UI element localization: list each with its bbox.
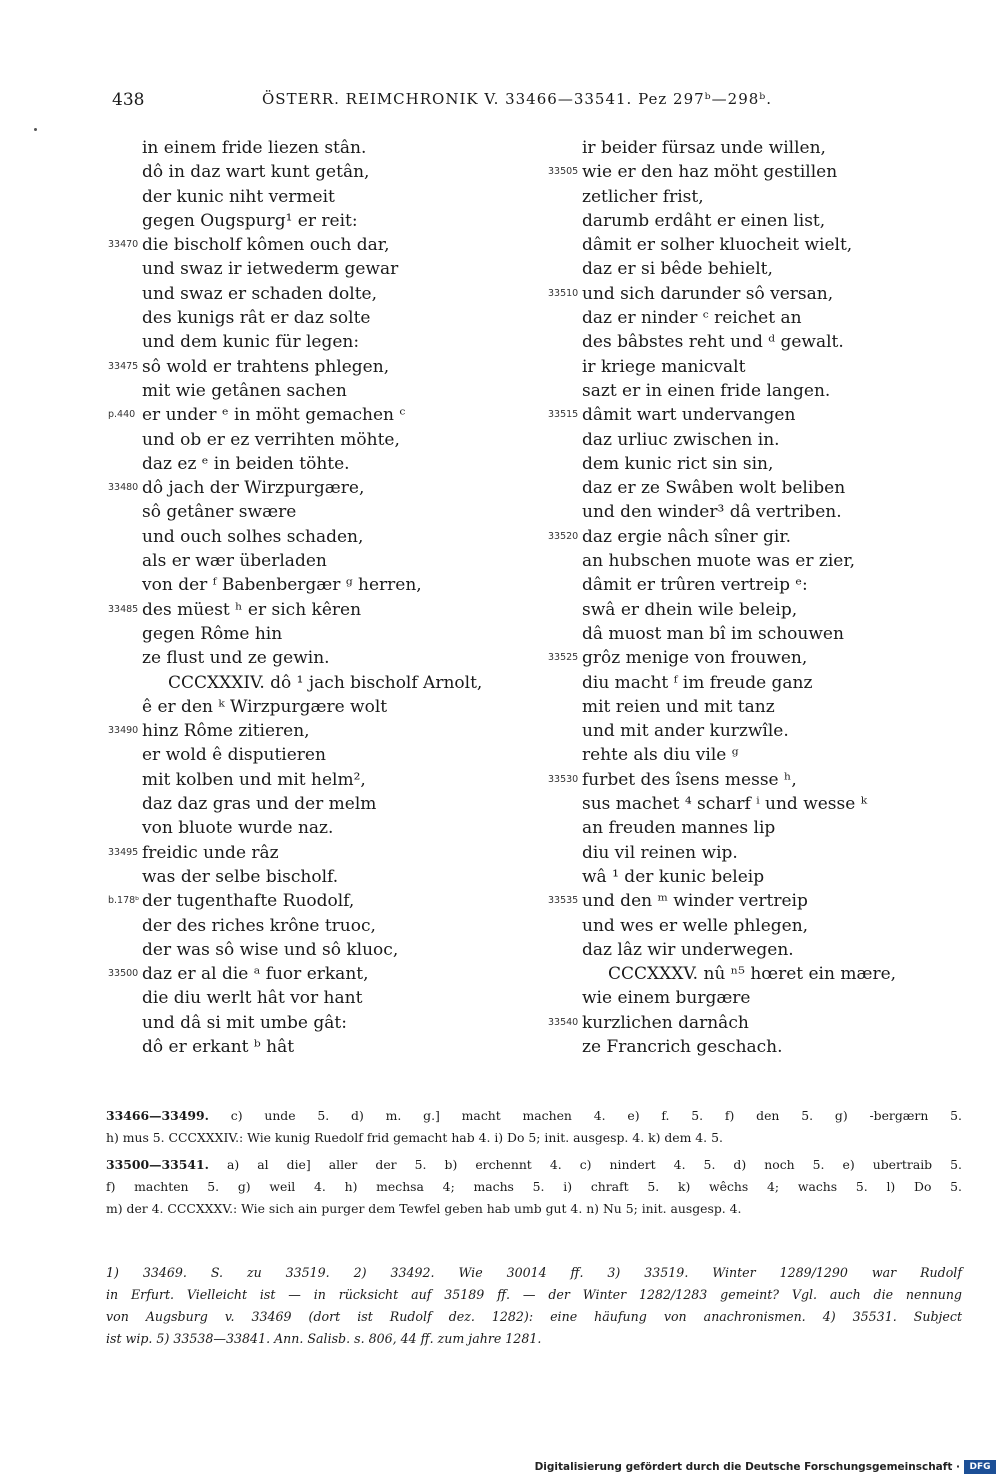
line-number: 33515 — [548, 409, 579, 421]
verse-text: wie einem burgære — [582, 988, 751, 1009]
verse-text: dô jach der Wirzpurgære, — [142, 478, 365, 499]
verse-text: gegen Ougspurg¹ er reit: — [142, 210, 358, 231]
line-number: 33505 — [548, 166, 579, 178]
verse-line — [108, 768, 528, 792]
verse-text: mit reien und mit tanz — [582, 696, 775, 717]
verse-text: swâ er dhein wile beleip, — [582, 599, 798, 620]
verse-text: was der selbe bischolf. — [142, 866, 339, 887]
verse-line — [108, 306, 528, 330]
verse-text: furbet des îsens messe ʰ, — [582, 769, 797, 790]
verse-text: und swaz ir ietwederm gewar — [142, 259, 399, 280]
verse-line — [108, 428, 528, 452]
verse-text: zetlicher frist, — [582, 186, 704, 207]
verse-text: die diu werlt hât vor hant — [142, 988, 363, 1009]
verse-text: und ob er ez verrihten möhte, — [142, 429, 400, 450]
verse-text: des kunigs rât er daz solte — [142, 308, 371, 329]
verse-line — [108, 160, 528, 184]
verse-line — [548, 379, 948, 403]
verse-line — [548, 719, 948, 743]
verse-text: sus machet ⁴ scharf ⁱ und wesse ᵏ — [582, 794, 867, 815]
verse-line — [548, 428, 948, 452]
verse-line — [108, 573, 528, 597]
footnote-line: ist wip. 5) 33538—33841. Ann. Salisb. s. 806, 44 ff. zum jahre 1281. — [106, 1331, 542, 1346]
verse-line — [548, 622, 948, 646]
verse-line — [108, 525, 528, 549]
apparatus-line: h) mus 5. CCCXXXIV.: Wie kunig Ruedolf frid gemacht hab 4. i) Do 5; init. ausgesp. 4. k) dem 4. 5. — [106, 1130, 723, 1145]
verse-line — [548, 962, 948, 986]
verse-line — [548, 403, 948, 427]
verse-text: daz er ninder ᶜ reichet an — [582, 308, 802, 329]
credit-text: Digitalisierung gefördert durch die Deutsche Forschungsgemeinschaft · — [534, 1461, 960, 1473]
verse-line — [108, 671, 528, 695]
verse-text: von der ᶠ Babenbergær ᵍ herren, — [142, 575, 422, 596]
verse-text: daz ergie nâch sîner gir. — [582, 526, 791, 547]
verse-line — [548, 1011, 948, 1035]
verse-line — [548, 598, 948, 622]
page-number: 438 — [112, 90, 145, 110]
verse-text: daz er si bêde behielt, — [582, 259, 773, 280]
verse-text: wâ ¹ der kunic beleip — [582, 866, 765, 887]
verse-text: die bischolf kômen ouch dar, — [142, 235, 390, 256]
apparatus-line: f) machten 5. g) weil 4. h) mechsa 4; machs 5. i) chraft 5. k) wêchs 4; wachs 5. l) Do 5. — [106, 1179, 962, 1194]
verse-text: als er wær überladen — [142, 551, 327, 572]
verse-text: darumb erdâht er einen list, — [582, 210, 826, 231]
verse-line — [108, 646, 528, 670]
apparatus-line: c) unde 5. d) m. g.] macht machen 4. e) f. 5. f) den 5. g) -bergærn 5. — [230, 1108, 962, 1123]
line-number: 33500 — [108, 968, 139, 980]
apparatus-line: a) al die] aller der 5. b) erchennt 4. c) nindert 4. 5. d) noch 5. e) ubertraib 5. — [226, 1157, 962, 1172]
verse-column-right — [548, 136, 948, 1059]
verse-text: und wes er welle phlegen, — [582, 915, 809, 936]
footnote-line: 1) 33469. S. zu 33519. 2) 33492. Wie 30014 ff. 3) 33519. Winter 1289/1290 war Rudolf — [106, 1265, 962, 1280]
verse-text: daz er ze Swâben wolt beliben — [582, 478, 846, 499]
verse-line — [548, 646, 948, 670]
verse-line — [548, 209, 948, 233]
verse-line — [108, 355, 528, 379]
verse-line — [548, 1035, 948, 1059]
verse-line — [108, 598, 528, 622]
verse-line — [548, 695, 948, 719]
verse-text: und swaz er schaden dolte, — [142, 283, 378, 304]
verse-text: dâmit er solher kluocheit wielt, — [582, 235, 853, 256]
verse-text: daz er al die ᵃ fuor erkant, — [142, 964, 369, 985]
verse-line — [548, 257, 948, 281]
verse-line — [548, 355, 948, 379]
line-number: p.440 — [108, 409, 136, 421]
verse-text: und mit ander kurzwîle. — [582, 721, 789, 742]
verse-line — [108, 1011, 528, 1035]
verse-line — [108, 695, 528, 719]
verse-text: sazt er in einen fride langen. — [582, 380, 831, 401]
verse-line — [548, 573, 948, 597]
verse-text: an freuden mannes lip — [582, 818, 776, 839]
verse-text: und den ᵐ winder vertreip — [582, 891, 808, 912]
line-number: 33525 — [548, 652, 579, 664]
verse-text: mit wie getânen sachen — [142, 380, 347, 401]
verse-line — [108, 986, 528, 1010]
verse-text: ir kriege manicvalt — [582, 356, 746, 377]
line-number: 33480 — [108, 482, 139, 494]
verse-text: daz urliuc zwischen in. — [582, 429, 780, 450]
verse-text: daz lâz wir underwegen. — [582, 939, 794, 960]
verse-line — [108, 330, 528, 354]
verse-text: der tugenthafte Ruodolf, — [142, 891, 355, 912]
verse-line — [548, 938, 948, 962]
footnote-line: in Erfurt. Vielleicht ist — in rücksicht auf 35189 ff. — der Winter 1282/1283 gemeint? Vgl. auch die nennung — [106, 1287, 962, 1302]
verse-line — [108, 889, 528, 913]
verse-text: hinz Rôme zitieren, — [142, 721, 310, 742]
verse-line — [108, 719, 528, 743]
line-number: 33530 — [548, 773, 579, 785]
line-number: b.178ᵇ — [108, 895, 140, 907]
verse-line — [108, 185, 528, 209]
verse-line — [108, 841, 528, 865]
verse-line — [548, 330, 948, 354]
apparatus-line: m) der 4. CCCXXXV.: Wie sich ain purger dem Tewfel geben hab umb gut 4. n) Nu 5; init. ausgesp. 4. — [106, 1201, 742, 1216]
verse-text: ze flust und ze gewin. — [142, 648, 330, 669]
verse-text: der kunic niht vermeit — [142, 186, 335, 207]
verse-line — [108, 816, 528, 840]
verse-text: der des riches krône truoc, — [142, 915, 376, 936]
verse-line — [108, 792, 528, 816]
verse-line — [108, 452, 528, 476]
verse-line — [548, 136, 948, 160]
verse-line — [108, 257, 528, 281]
verse-text: des müest ʰ er sich kêren — [142, 599, 362, 620]
footnotes — [106, 1262, 962, 1350]
verse-text: und ouch solhes schaden, — [142, 526, 364, 547]
verse-text: daz daz gras und der melm — [142, 794, 377, 815]
verse-line — [108, 500, 528, 524]
line-number: 33490 — [108, 725, 139, 737]
line-number: 33510 — [548, 287, 579, 299]
verse-line — [108, 865, 528, 889]
verse-line — [108, 233, 528, 257]
running-header — [0, 90, 1000, 114]
footnote-line: von Augsburg v. 33469 (dort ist Rudolf dez. 1282): eine häufung von anachronismen. 4) 35531. Subject — [106, 1309, 962, 1324]
verse-line — [548, 306, 948, 330]
verse-line — [108, 962, 528, 986]
dfg-logo: DFG — [964, 1460, 996, 1474]
verse-line — [548, 185, 948, 209]
verse-text: dô in daz wart kunt getân, — [142, 162, 370, 183]
verse-text: ze Francrich geschach. — [582, 1036, 783, 1057]
verse-line — [548, 889, 948, 913]
verse-text: ê er den ᵏ Wirzpurgære wolt — [142, 696, 388, 717]
verse-line — [548, 865, 948, 889]
apparatus-block-2 — [106, 1154, 962, 1220]
verse-text: rehte als diu vile ᵍ — [582, 745, 739, 766]
margin-speck — [34, 128, 37, 131]
line-number: 33520 — [548, 530, 579, 542]
verse-line — [548, 476, 948, 500]
line-number: 33485 — [108, 603, 139, 615]
verse-line — [108, 938, 528, 962]
verse-text: er under ᵉ in möht gemachen ᶜ — [142, 405, 406, 426]
verse-line — [548, 233, 948, 257]
verse-line — [548, 671, 948, 695]
line-number: 33475 — [108, 360, 139, 372]
verse-text: dâmit wart undervangen — [582, 405, 796, 426]
line-number: 33495 — [108, 846, 139, 858]
verse-line — [548, 452, 948, 476]
verse-text: grôz menige von frouwen, — [582, 648, 808, 669]
verse-text: gegen Rôme hin — [142, 623, 283, 644]
verse-line — [108, 403, 528, 427]
verse-text: er wold ê disputieren — [142, 745, 326, 766]
verse-line — [548, 986, 948, 1010]
verse-text: ir beider fürsaz unde willen, — [582, 138, 826, 158]
verse-line — [548, 743, 948, 767]
verse-text: diu vil reinen wip. — [582, 842, 738, 863]
verse-text: und dem kunic für legen: — [142, 332, 360, 353]
verse-line — [108, 914, 528, 938]
verse-text: an hubschen muote was er zier, — [582, 551, 855, 572]
verse-line — [548, 160, 948, 184]
verse-line — [108, 1035, 528, 1059]
verse-line — [548, 768, 948, 792]
verse-text: sô wold er trahtens phlegen, — [142, 356, 390, 377]
apparatus-range: 33500—33541. — [106, 1157, 209, 1172]
verse-text: von bluote wurde naz. — [142, 818, 334, 839]
verse-line — [108, 743, 528, 767]
verse-text: diu macht ᶠ im freude ganz — [582, 672, 813, 693]
verse-text: mit kolben und mit helm², — [142, 769, 366, 790]
verse-line — [108, 622, 528, 646]
verse-line — [108, 282, 528, 306]
verse-line — [548, 525, 948, 549]
verse-column-left — [108, 136, 528, 1059]
line-number: 33540 — [548, 1016, 579, 1028]
line-number: 33535 — [548, 895, 579, 907]
verse-text: daz ez ᵉ in beiden töhte. — [142, 453, 350, 474]
verse-text: in einem fride liezen stân. — [142, 138, 367, 158]
verse-text: sô getâner swære — [142, 502, 297, 523]
verse-line — [548, 792, 948, 816]
verse-text: freidic unde râz — [142, 842, 279, 863]
verse-text: kurzlichen darnâch — [582, 1012, 749, 1033]
verse-text: der was sô wise und sô kluoc, — [142, 939, 399, 960]
verse-line — [548, 500, 948, 524]
verse-text: dem kunic rict sin sin, — [582, 453, 774, 474]
verse-line — [108, 379, 528, 403]
verse-line — [548, 549, 948, 573]
verse-line — [548, 841, 948, 865]
verse-line — [548, 816, 948, 840]
verse-line — [548, 282, 948, 306]
verse-line — [548, 914, 948, 938]
page-title: ÖSTERR. REIMCHRONIK V. 33466—33541. Pez 297ᵇ—298ᵇ. — [262, 90, 773, 108]
verse-text: dô er erkant ᵇ hât — [142, 1036, 295, 1057]
verse-text: CCCXXXV. nû ⁿ⁵ hœret ein mære, — [608, 964, 897, 985]
line-number: 33470 — [108, 239, 139, 251]
verse-text: und den winder³ dâ vertriben. — [582, 502, 842, 523]
verse-text: dâmit er trûren vertreip ᵉ: — [582, 575, 808, 596]
verse-text: CCCXXXIV. dô ¹ jach bischolf Arnolt, — [168, 672, 483, 693]
verse-line — [108, 136, 528, 160]
verse-text: wie er den haz möht gestillen — [582, 162, 838, 183]
apparatus-range: 33466—33499. — [106, 1108, 209, 1123]
verse-text: und dâ si mit umbe gât: — [142, 1012, 347, 1033]
verse-line — [108, 476, 528, 500]
verse-text: und sich darunder sô versan, — [582, 283, 834, 304]
verse-line — [108, 549, 528, 573]
verse-line — [108, 209, 528, 233]
apparatus-block-1 — [106, 1105, 962, 1149]
verse-text: dâ muost man bî im schouwen — [582, 623, 844, 644]
digitization-credit — [534, 1458, 1000, 1477]
verse-text: des bâbstes reht und ᵈ gewalt. — [582, 332, 844, 353]
